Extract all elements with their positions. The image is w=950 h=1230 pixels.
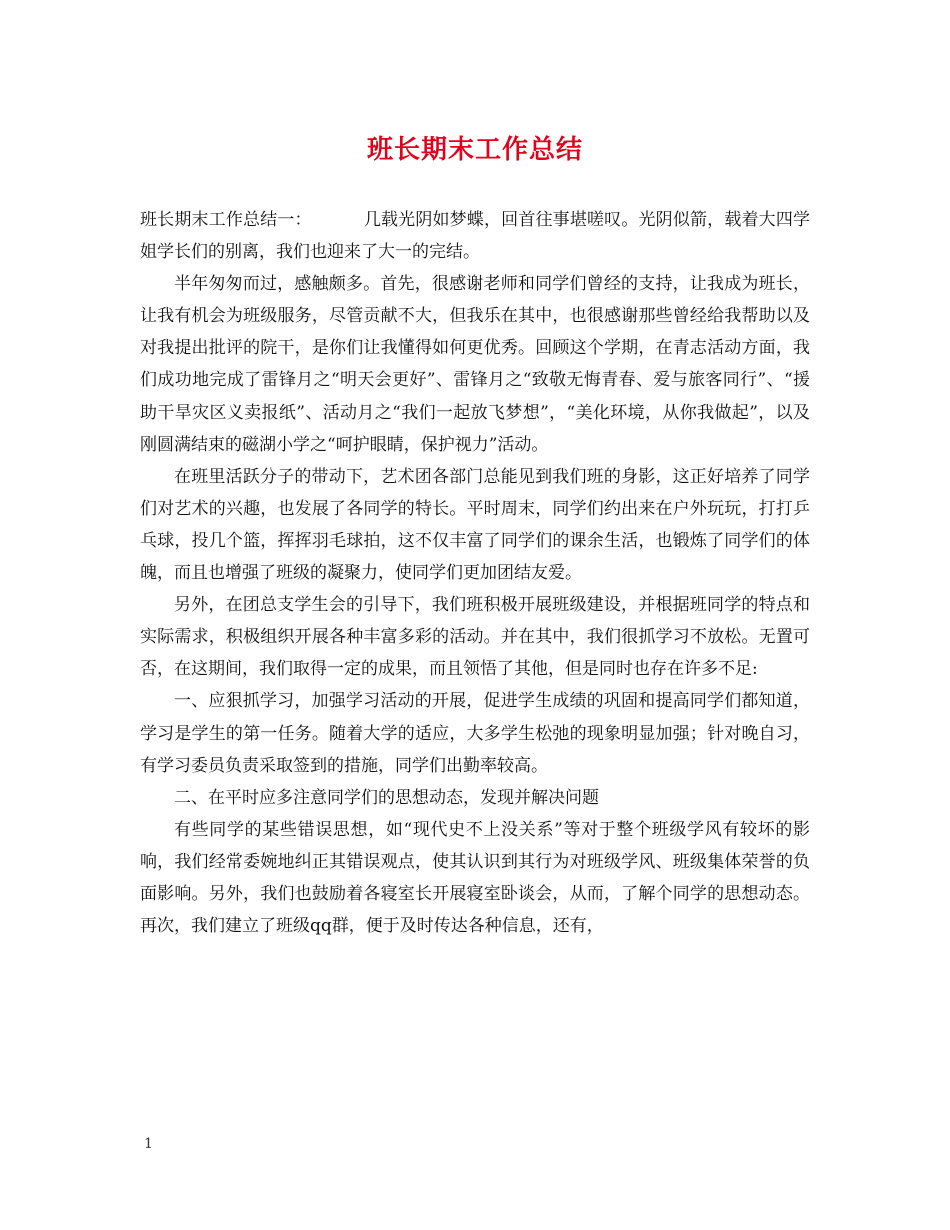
paragraph-class-leader-reflection: 半年匆匆而过，感触颇多。首先，很感谢老师和同学们曾经的支持，让我成为班长，让我有机会为班级服务，尽管贡献不大，但我乐在其中，也很感谢那些曾经给我帮助以及对我提出批评的院干，是你们让我懂得如何更优秀。回顾这个学期，在青志活动方面，我们成功地完成了雷锋月之“明天会更好”、雷锋月之“致敬无悔青春、爱与旅客同行”、“援助干旱灾区义卖报纸”、活动月之“我们一起放飞梦想”，“美化环境，从你我做起”，以及刚圆满结束的磁湖小学之“呵护眼睛，保护视力”活动。 (140, 274, 810, 455)
intro-text: 几载光阴如梦蝶，回首往事堪嗟叹。光阴似箭，载着大四学姐学长们的别离，我们也迎来了大一的完结。 (140, 210, 811, 263)
intro-paragraph (140, 204, 810, 268)
page-number: 1 (144, 1136, 153, 1152)
paragraph-thought-dynamics-heading: 二、在平时应多注意同学们的思想动态，发现并解决问题 (174, 787, 599, 808)
document-body (140, 204, 810, 942)
paragraph-class-building: 另外，在团总支学生会的引导下，我们班积极开展班级建设，并根据班同学的特点和实际需求，积极组织开展各种丰富多彩的活动。并在其中，我们很抓学习不放松。无置可否，在这期间，我们取得一定的成果，而且领悟了其他，但是同时也存在许多不足: (140, 595, 810, 680)
paragraph-study-focus: 一、应狠抓学习，加强学习活动的开展，促进学生成绩的巩固和提高同学们都知道，学习是学生的第一任务。随着大学的适应，大多学生松弛的现象明显加强；针对晚自习，有学习委员负责采取签到的措施，同学们出勤率较高。 (140, 691, 810, 776)
paragraph-thought-dynamics-details: 有些同学的某些错误思想，如“现代史不上没关系”等对于整个班级学风有较坏的影响，我们经常委婉地纠正其错误观点，使其认识到其行为对班级学风、班级集体荣誉的负面影响。另外，我们也鼓励着各寝室长开展寝室卧谈会，从而，了解个同学的思想动态。再次，我们建立了班级qq群，便于及时传达各种信息，还有， (140, 819, 810, 937)
document-title: 班长期末工作总结 (366, 135, 583, 165)
intro-label: 班长期末工作总结一： (140, 210, 312, 230)
paragraph-art-and-activities: 在班里活跃分子的带动下，艺术团各部门总能见到我们班的身影，这正好培养了同学们对艺术的兴趣，也发展了各同学的特长。平时周末，同学们约出来在户外玩玩，打打乒乓球，投几个篮，挥挥羽毛球拍，这不仅丰富了同学们的课余生活，也锻炼了同学们的体魄，而且也增强了班级的凝聚力，使同学们更加团结友爱。 (140, 466, 810, 584)
